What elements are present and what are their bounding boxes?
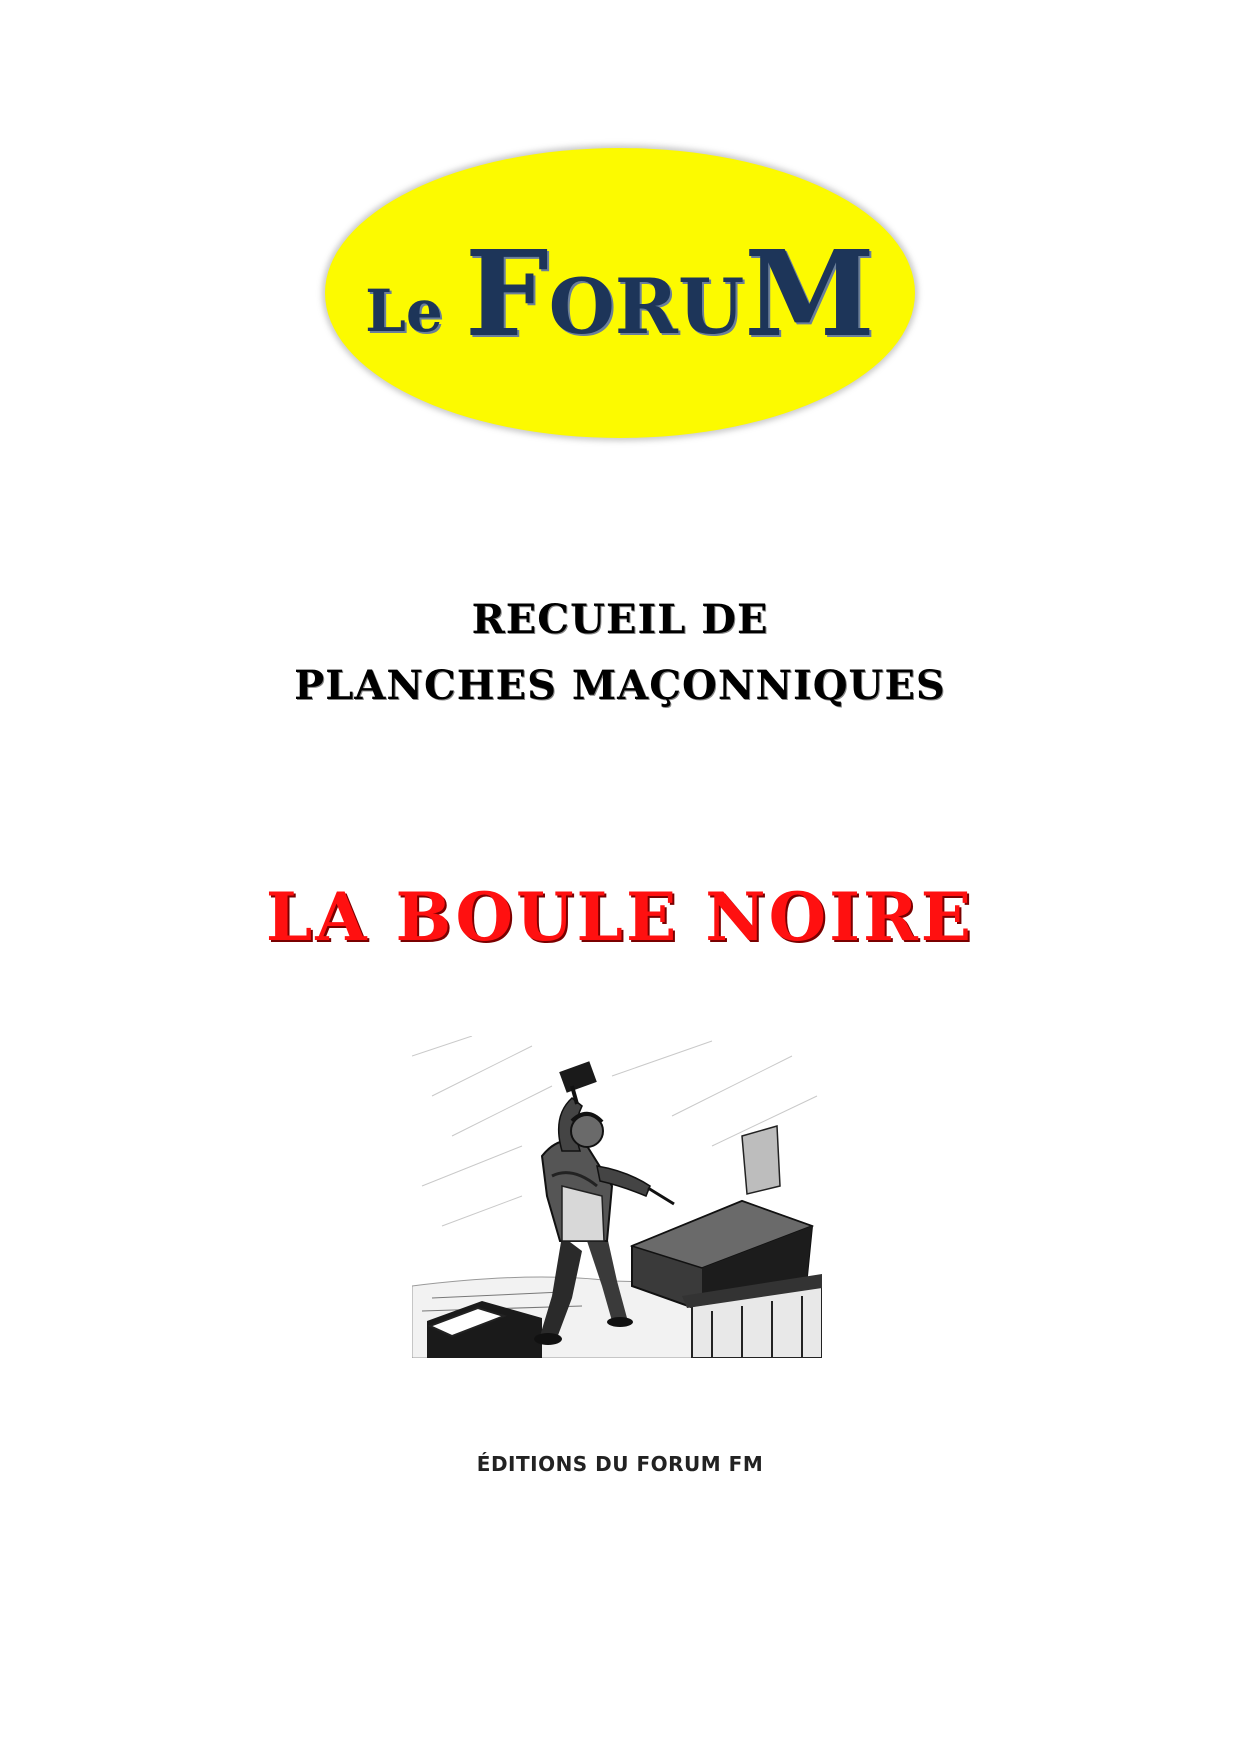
subtitle-line-2: PLANCHES MAÇONNIQUES xyxy=(294,662,946,709)
logo-first-letter: F xyxy=(464,223,549,363)
document-title: LA BOULE NOIRE xyxy=(265,878,975,956)
logo-prefix: Le xyxy=(365,277,443,345)
publisher-line: ÉDITIONS DU FORUM FM xyxy=(476,1452,764,1476)
stonemason-engraving-icon xyxy=(412,1036,822,1358)
subtitle-line-1: RECUEIL DE xyxy=(471,596,769,643)
logo-wordmark xyxy=(325,148,915,438)
logo-last-letter: M xyxy=(744,223,875,363)
logo-middle-letters: ORU xyxy=(548,261,745,351)
forum-logo xyxy=(325,148,915,438)
